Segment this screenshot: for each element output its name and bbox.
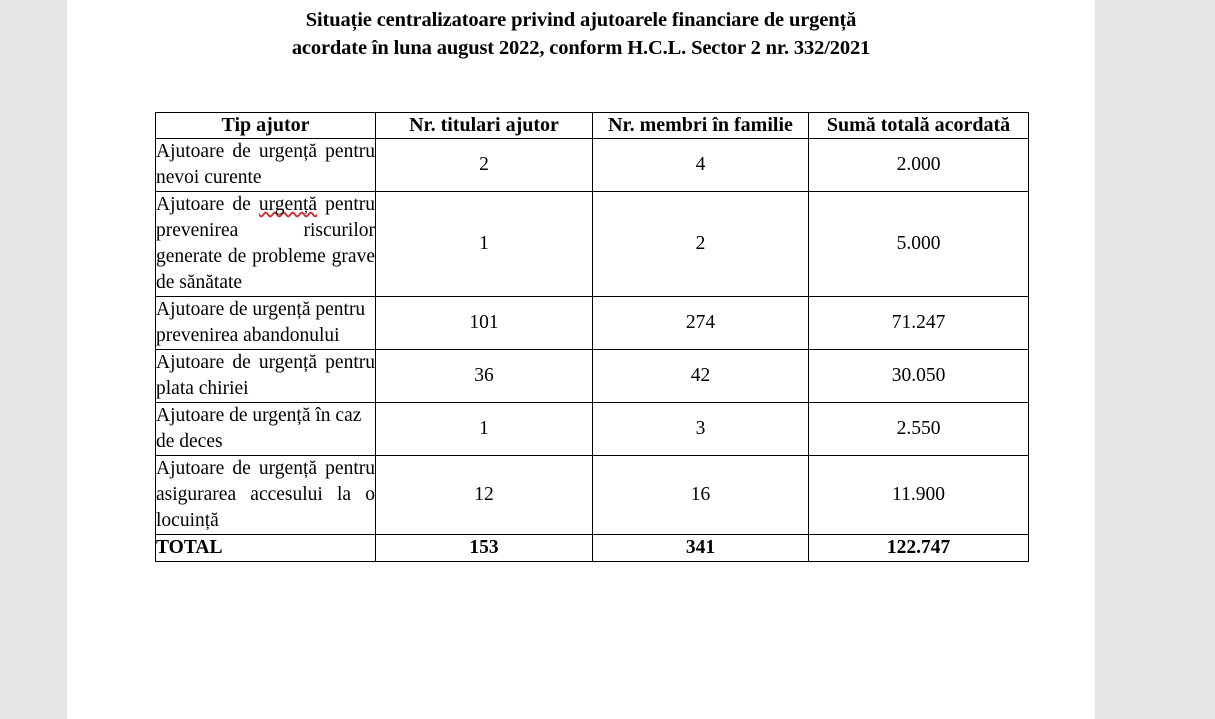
cell-aid-type: Ajutoare de urgență în caz de deces bbox=[156, 403, 376, 456]
total-label: TOTAL bbox=[156, 535, 376, 562]
cell-total-sum: 71.247 bbox=[809, 297, 1029, 350]
column-header-total-sum: Sumă totală acordată bbox=[809, 113, 1029, 139]
table-row bbox=[156, 139, 1029, 192]
title-line-2: acordate în luna august 2022, conform H.C.L. Sector 2 nr. 332/2021 bbox=[291, 37, 871, 59]
cell-members-count: 3 bbox=[593, 403, 809, 456]
document-title-block bbox=[67, 0, 1095, 62]
table-row bbox=[156, 456, 1029, 535]
column-header-type: Tip ajutor bbox=[156, 113, 376, 139]
cell-members-count: 4 bbox=[593, 139, 809, 192]
cell-aid-type: Ajutoare de urgență pentru prevenirea abandonului bbox=[156, 297, 376, 350]
total-sum-amount: 122.747 bbox=[809, 535, 1029, 562]
title-line-1: Situație centralizatoare privind ajutoarele financiare de urgență bbox=[305, 9, 857, 31]
emergency-aid-summary-table bbox=[155, 112, 1029, 562]
cell-total-sum: 2.000 bbox=[809, 139, 1029, 192]
cell-members-count: 42 bbox=[593, 350, 809, 403]
cell-holders-count: 1 bbox=[376, 403, 593, 456]
cell-aid-type: Ajutoare de urgență pentru plata chiriei bbox=[156, 350, 376, 403]
cell-holders-count: 12 bbox=[376, 456, 593, 535]
cell-total-sum: 5.000 bbox=[809, 192, 1029, 297]
total-members-count: 341 bbox=[593, 535, 809, 562]
cell-members-count: 274 bbox=[593, 297, 809, 350]
cell-aid-type: Ajutoare de urgență pentru asigurarea accesului la o locuință bbox=[156, 456, 376, 535]
total-holders-count: 153 bbox=[376, 535, 593, 562]
cell-total-sum: 2.550 bbox=[809, 403, 1029, 456]
table-row bbox=[156, 350, 1029, 403]
table-row bbox=[156, 192, 1029, 297]
cell-holders-count: 1 bbox=[376, 192, 593, 297]
cell-members-count: 16 bbox=[593, 456, 809, 535]
table-row bbox=[156, 297, 1029, 350]
document-page bbox=[67, 0, 1095, 719]
table-total-row bbox=[156, 535, 1029, 562]
spellcheck-flagged-word: urgență bbox=[258, 194, 318, 215]
cell-holders-count: 36 bbox=[376, 350, 593, 403]
cell-total-sum: 30.050 bbox=[809, 350, 1029, 403]
cell-holders-count: 101 bbox=[376, 297, 593, 350]
cell-total-sum: 11.900 bbox=[809, 456, 1029, 535]
column-header-holders: Nr. titulari ajutor bbox=[376, 113, 593, 139]
cell-members-count: 2 bbox=[593, 192, 809, 297]
cell-holders-count: 2 bbox=[376, 139, 593, 192]
column-header-members: Nr. membri în familie bbox=[593, 113, 809, 139]
cell-aid-type: Ajutoare de urgență pentru prevenirea riscurilor generate de probleme grave de sănătate bbox=[156, 192, 376, 297]
table-body bbox=[156, 139, 1029, 562]
table-row bbox=[156, 403, 1029, 456]
table-header-row bbox=[156, 113, 1029, 139]
cell-aid-type: Ajutoare de urgență pentru nevoi curente bbox=[156, 139, 376, 192]
